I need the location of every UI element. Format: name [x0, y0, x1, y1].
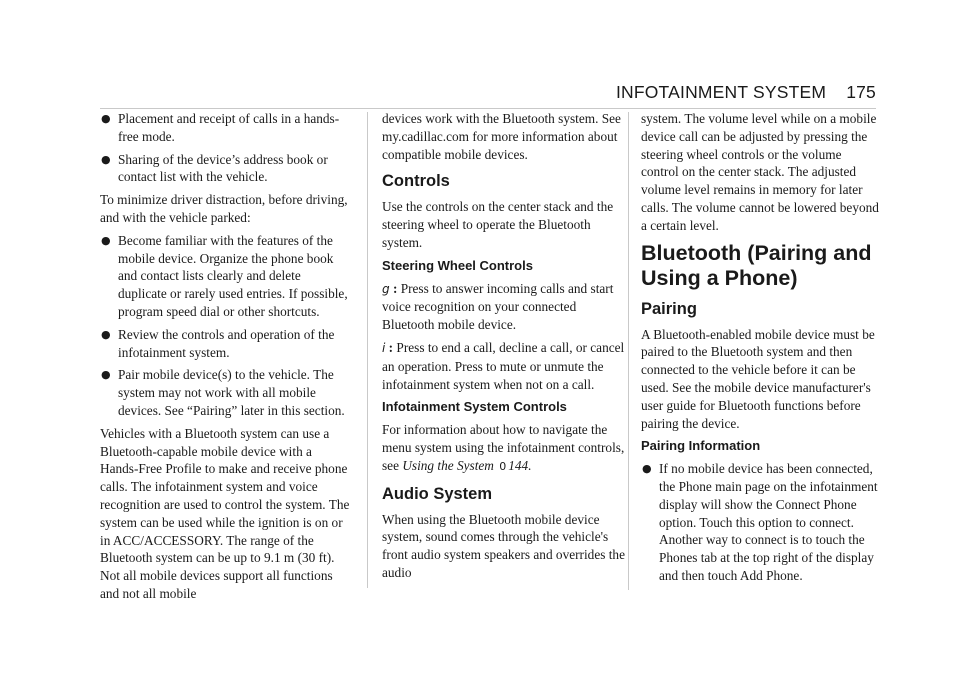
column-divider — [367, 112, 368, 588]
bullet-icon: ● — [101, 327, 111, 341]
column-divider — [628, 112, 629, 590]
list-item: ● If no mobile device has been connected, the Phone main page on the infotainment display will show the Connect Phone option. Touch this option to connect. Another way to connect is to touch the Phones tab at the top right of the display and then touch Add Phone. — [642, 461, 878, 583]
bullet-list — [100, 110, 350, 186]
end-call-control-description: i : Press to end a call, decline a call, or cancel an operation. Press to mute or unmute the infotainment system when not on a call. — [382, 339, 625, 392]
column-1 — [100, 110, 350, 608]
header-rule — [100, 108, 876, 109]
page-reference-icon: 0 — [499, 459, 507, 473]
bullet-icon: ● — [101, 368, 111, 382]
column-2 — [382, 110, 627, 587]
steering-wheel-controls-heading: Steering Wheel Controls — [382, 257, 533, 273]
pairing-information-heading: Pairing Information — [641, 438, 761, 454]
column-3 — [641, 110, 881, 590]
section-title: INFOTAINMENT SYSTEM — [615, 82, 827, 102]
cross-reference-link[interactable]: Using the System — [402, 457, 494, 473]
bluetooth-pairing-heading: Bluetooth (Pairing and Using a Phone) — [641, 240, 872, 290]
bullet-icon: ● — [101, 152, 111, 166]
list-item: ● Pair mobile device(s) to the vehicle. The system may not work with all mobile devices. See “Pairing” later in this section. — [101, 367, 345, 418]
infotainment-controls-heading: Infotainment System Controls — [382, 399, 567, 415]
paragraph: A Bluetooth-enabled mobile device must be paired to the Bluetooth system and then connected to the vehicle before it can be used. See the mobile device manufacturer's user guide for Bluetooth functions before pairing the device. — [641, 326, 875, 431]
paragraph: Vehicles with a Bluetooth system can use a Bluetooth-capable mobile device with a Hands-Free Profile to make and receive phone calls. The infotainment system and voice recognition are used to control the system. The system can be used while the ignition is on or in ACC/ACCESSORY. The range of the Bluetooth system can be up to 9.1 m (30 ft). Not all mobile devices support all functions and not all mobile — [100, 425, 350, 601]
bullet-list — [641, 460, 881, 585]
paragraph: When using the Bluetooth mobile device system, sound comes through the vehicle's front audio system speakers and overrides the audio — [382, 511, 625, 580]
talk-control-description: g : Press to answer incoming calls and start voice recognition on your connected Bluetooth mobile device. — [382, 280, 614, 333]
page-reference[interactable]: 144 — [508, 457, 529, 473]
page-header — [600, 82, 876, 106]
paragraph: For information about how to navigate the menu system using the infotainment controls, see Using the System 0 144. — [382, 422, 625, 473]
list-item: ● Placement and receipt of calls in a hands-free mode. — [101, 111, 340, 144]
list-item: ● Sharing of the device’s address book or contact list with the vehicle. — [101, 151, 328, 185]
paragraph: system. The volume level while on a mobile device call can be adjusted by pressing the steering wheel controls or the volume control on the center stack. The adjusted volume level remains in memory for later calls. The volume cannot be lowered beyond a certain level. — [641, 111, 879, 233]
push-to-talk-icon: g — [382, 281, 390, 296]
paragraph: To minimize driver distraction, before driving, and with the vehicle parked: — [100, 192, 348, 225]
pairing-heading: Pairing — [641, 299, 697, 318]
bullet-icon: ● — [101, 112, 111, 125]
page-number: 175 — [846, 82, 876, 102]
bullet-icon: ● — [101, 233, 111, 247]
list-item: ● Review the controls and operation of the infotainment system. — [101, 326, 335, 360]
bullet-icon: ● — [642, 462, 652, 476]
end-call-icon: i — [382, 340, 386, 355]
audio-system-heading: Audio System — [382, 484, 493, 503]
paragraph: devices work with the Bluetooth system. See my.cadillac.com for more information about compatible mobile devices. — [382, 111, 621, 162]
controls-heading: Controls — [382, 172, 450, 191]
paragraph: Use the controls on the center stack and the steering wheel to operate the Bluetooth system. — [382, 199, 614, 250]
bullet-list — [100, 232, 350, 420]
list-item: ● Become familiar with the features of the mobile device. Organize the phone book and contact lists clearly and delete duplicate or rarely used entries. If possible, program speed dial or other shortcuts. — [101, 232, 348, 319]
